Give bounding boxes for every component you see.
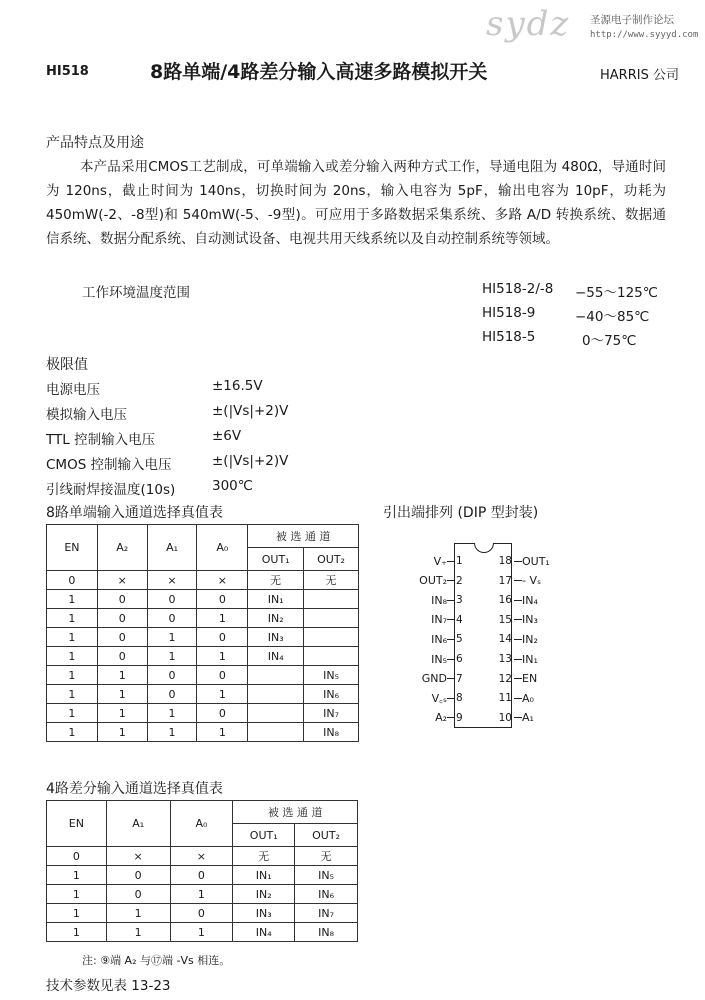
table-cell: 0 [106,885,170,904]
table-cell: IN₁ [233,866,295,885]
temp-model: HI518-9 [482,305,536,321]
table-cell: 0 [170,904,233,923]
limit-label: 模拟输入电压 [46,407,127,423]
pin-lead [447,619,455,620]
table-cell: × [106,847,170,866]
th-out2: OUT₂ [295,824,358,847]
th-selected-channel: 被 选 通 道 [233,801,358,824]
watermark [486,4,700,48]
table-cell [248,723,304,742]
table-cell: 1 [106,923,170,942]
pin-lead [514,698,522,699]
table-cell: IN₈ [304,723,359,742]
table-cell: 1 [97,685,147,704]
table-row [47,590,359,609]
table-cell: IN₆ [304,685,359,704]
footer-reference: 技术参数见表 13-23 [46,978,171,994]
table-cell: 1 [147,628,197,647]
pin-lead [514,600,522,601]
pin-right [492,691,622,705]
th-a2: A₂ [97,525,147,571]
temp-model: HI518-2/-8 [482,281,554,297]
pin-label: OUT₁ [522,554,550,568]
pin-number: 6 [456,653,463,665]
pin-left [344,554,466,568]
pin-number: 4 [456,613,463,626]
table-cell: 1 [147,704,197,723]
limit-label: TTL 控制输入电压 [46,432,156,448]
table-cell: IN₅ [295,866,358,885]
table-cell [248,704,304,723]
table-cell: IN₃ [248,628,304,647]
table-cell: 1 [47,866,107,885]
pin-label: OUT₂ [419,574,447,588]
table-cell: 1 [97,704,147,723]
table-cell: 0 [197,628,248,647]
th-en: EN [47,801,107,847]
table-cell: IN₄ [233,923,295,942]
pin-label: IN₁ [522,652,538,666]
pin-label: V꜀ₛ [431,691,447,705]
pin-lead [514,561,522,562]
pin-number: 11 [498,692,512,705]
pin-left [344,593,466,607]
table-cell: 1 [47,628,98,647]
table-cell: 0 [197,666,248,685]
table-cell: 0 [47,571,98,590]
pin-number: 14 [498,633,512,646]
table-cell: 1 [147,723,197,742]
pin-lead [447,717,455,718]
truth-table-4ch-body [47,847,358,942]
table-row [47,866,358,885]
pin-lead [447,639,455,640]
pin-lead [447,580,455,581]
table-cell: 1 [197,685,248,704]
table-cell: 0 [97,609,147,628]
truth-table-4ch [46,800,358,942]
table-cell: × [147,571,197,590]
limit-value: ±6V [212,428,242,444]
pin-right [492,652,622,666]
manufacturer: HARRIS 公司 [600,68,679,83]
pin-left [344,672,466,686]
pin-lead [514,580,522,581]
table-row [47,609,359,628]
table-cell: 无 [295,847,358,866]
footnote: 注: ⑨端 A₂ 与⑰端 -Vs 相连。 [82,954,231,967]
pin-label: GND [421,672,447,686]
pin-label: EN [522,672,538,686]
table-cell: IN₆ [295,885,358,904]
truth-table-8ch-body [47,571,359,742]
pin-left [344,691,466,705]
table-cell: × [197,571,248,590]
part-code: HI518 [46,64,89,79]
th-selected-channel: 被 选 通 道 [248,525,359,548]
pin-right [492,574,622,588]
pin-right [492,672,622,686]
watermark-url: http://www.syyyd.com [590,30,699,40]
table-cell: × [97,571,147,590]
table-cell: 0 [170,866,233,885]
table-cell: 1 [47,885,107,904]
pin-label: A₀ [522,691,534,705]
table-row [47,704,359,723]
pin-right [492,711,622,725]
table-cell: 1 [47,647,98,666]
th-a1: A₁ [106,801,170,847]
features-paragraph: 本产品采用CMOS工艺制成，可单端输入或差分输入两种方式工作，导通电阻为 480Ω，导通时间为 120ns，截止时间为 140ns，切换时间为 20ns，输入电容为 5pF，输出电容为 10pF，功耗为 450mW(-2、-8型)和 540mW(-5、-9型)。可应用于多路数据采集系统、多路 A/D 转换系统、数据通信系统、数据分配系统、自动测试设备、电视共用天线系统以及自动控制系统等领域。 [46,159,666,247]
table-cell: IN₅ [304,666,359,685]
pin-right [492,632,622,646]
table-cell: 1 [97,666,147,685]
table-cell: 无 [233,847,295,866]
table-row [47,647,359,666]
th-a1: A₁ [147,525,197,571]
th-en: EN [47,525,98,571]
pin-lead [447,659,455,660]
table-row [47,723,359,742]
table1-title: 8路单端输入通道选择真值表 [46,505,223,521]
table-cell: IN₈ [295,923,358,942]
pin-lead [447,698,455,699]
table-row [47,666,359,685]
pin-lead [447,600,455,601]
table-cell: 0 [47,847,107,866]
table-cell [248,666,304,685]
temp-model: HI518-5 [482,329,536,345]
limit-label: 电源电压 [46,382,100,398]
pin-number: 16 [498,594,512,607]
pin-left [344,613,466,627]
pin-label: IN₆ [431,632,447,646]
pin-lead [514,678,522,679]
table-row [47,628,359,647]
table2-title: 4路差分输入通道选择真值表 [46,781,223,797]
th-out1: OUT₁ [248,548,304,571]
table-cell: 0 [197,590,248,609]
pin-number: 7 [456,672,463,685]
pin-right [492,613,622,627]
table-cell: 1 [170,885,233,904]
pinout-title: 引出端排列 (DIP 型封装) [383,505,539,521]
pin-number: 12 [498,672,512,685]
pin-number: 17 [498,574,512,587]
th-a0: A₀ [197,525,248,571]
table-cell: IN₂ [233,885,295,904]
th-a0: A₀ [170,801,233,847]
pin-lead [447,561,455,562]
pin-label: IN₄ [522,593,538,607]
temp-range: 0～75℃ [582,333,637,349]
limit-value: ±(|Vs|+2)V [212,453,289,469]
table-row [47,847,358,866]
pin-number: 9 [456,711,463,724]
pin-number: 10 [498,711,512,724]
table-cell: IN₄ [248,647,304,666]
limit-label: CMOS 控制输入电压 [46,457,172,473]
pin-number: 1 [456,555,463,567]
table-cell: IN₇ [295,904,358,923]
table-cell: 1 [106,904,170,923]
features-heading: 产品特点及用途 [46,135,144,151]
temp-label: 工作环境温度范围 [82,285,190,301]
pin-left [344,652,466,666]
table-cell: 无 [248,571,304,590]
table-row [47,904,358,923]
pin-number: 18 [498,555,512,567]
table-cell: 1 [170,923,233,942]
pin-lead [514,717,522,718]
pin-label: A₁ [522,711,534,725]
th-out1: OUT₁ [233,824,295,847]
table-row [47,685,359,704]
watermark-name: 圣源电子制作论坛 [590,14,674,26]
table-cell: IN₂ [248,609,304,628]
table-cell: 0 [147,685,197,704]
table-cell: 1 [47,904,107,923]
pin-lead [514,619,522,620]
pin-number: 15 [498,613,512,626]
watermark-logo: sydz [486,4,571,44]
table-cell: 1 [147,647,197,666]
pin-left [344,632,466,646]
table-cell: 无 [304,571,359,590]
limit-value: ±16.5V [212,378,263,394]
table-cell: 1 [47,590,98,609]
table-cell: 0 [147,666,197,685]
limits-heading: 极限值 [46,357,88,373]
pin-number: 13 [498,653,512,665]
pin-lead [514,639,522,640]
pin-number: 3 [456,594,463,607]
temp-range: −55～125℃ [575,285,658,301]
table-cell: 1 [47,666,98,685]
table-cell: 1 [47,609,98,628]
pin-left [344,711,466,725]
table-cell: 0 [97,647,147,666]
pin-number: 2 [456,574,463,587]
table-cell: 1 [197,647,248,666]
pin-lead [514,659,522,660]
table-cell: IN₁ [248,590,304,609]
table-cell: 1 [47,723,98,742]
table-cell: 1 [47,685,98,704]
table-cell: 0 [97,628,147,647]
pin-label: IN₃ [522,613,538,627]
table-cell: 1 [197,609,248,628]
pin-label: V₊ [433,554,447,568]
pin-right [492,554,622,568]
pin-number: 5 [456,633,463,646]
pin-lead [447,678,455,679]
pin-number: 8 [456,692,463,705]
table-cell: 0 [147,609,197,628]
limit-value: 300℃ [212,478,253,494]
truth-table-8ch [46,524,359,742]
table-row [47,923,358,942]
table-cell: 0 [106,866,170,885]
table-cell: IN₃ [233,904,295,923]
table-cell: 1 [47,704,98,723]
pin-label: IN₇ [431,613,447,627]
table-cell: 1 [47,923,107,942]
pin-label: IN₂ [522,632,538,646]
pin-label: A₂ [435,711,447,725]
table-cell: 0 [97,590,147,609]
pin-label: - Vₛ [522,574,542,588]
table-cell: 1 [197,723,248,742]
table-cell: IN₇ [304,704,359,723]
table-row [47,885,358,904]
pin-label: IN₈ [431,593,447,607]
table-cell: 1 [97,723,147,742]
table-cell: × [170,847,233,866]
th-out2: OUT₂ [304,548,359,571]
pin-label: IN₅ [431,652,447,666]
pin-left [344,574,466,588]
pin-right [492,593,622,607]
table-row [47,571,359,590]
page-title: 8路单端/4路差分输入高速多路模拟开关 [150,61,488,83]
table-cell: 0 [147,590,197,609]
temp-range: −40～85℃ [575,309,650,325]
table-cell [248,685,304,704]
limit-value: ±(|Vs|+2)V [212,403,289,419]
table-cell: 0 [197,704,248,723]
limit-label: 引线耐焊接温度(10s) [46,482,176,498]
